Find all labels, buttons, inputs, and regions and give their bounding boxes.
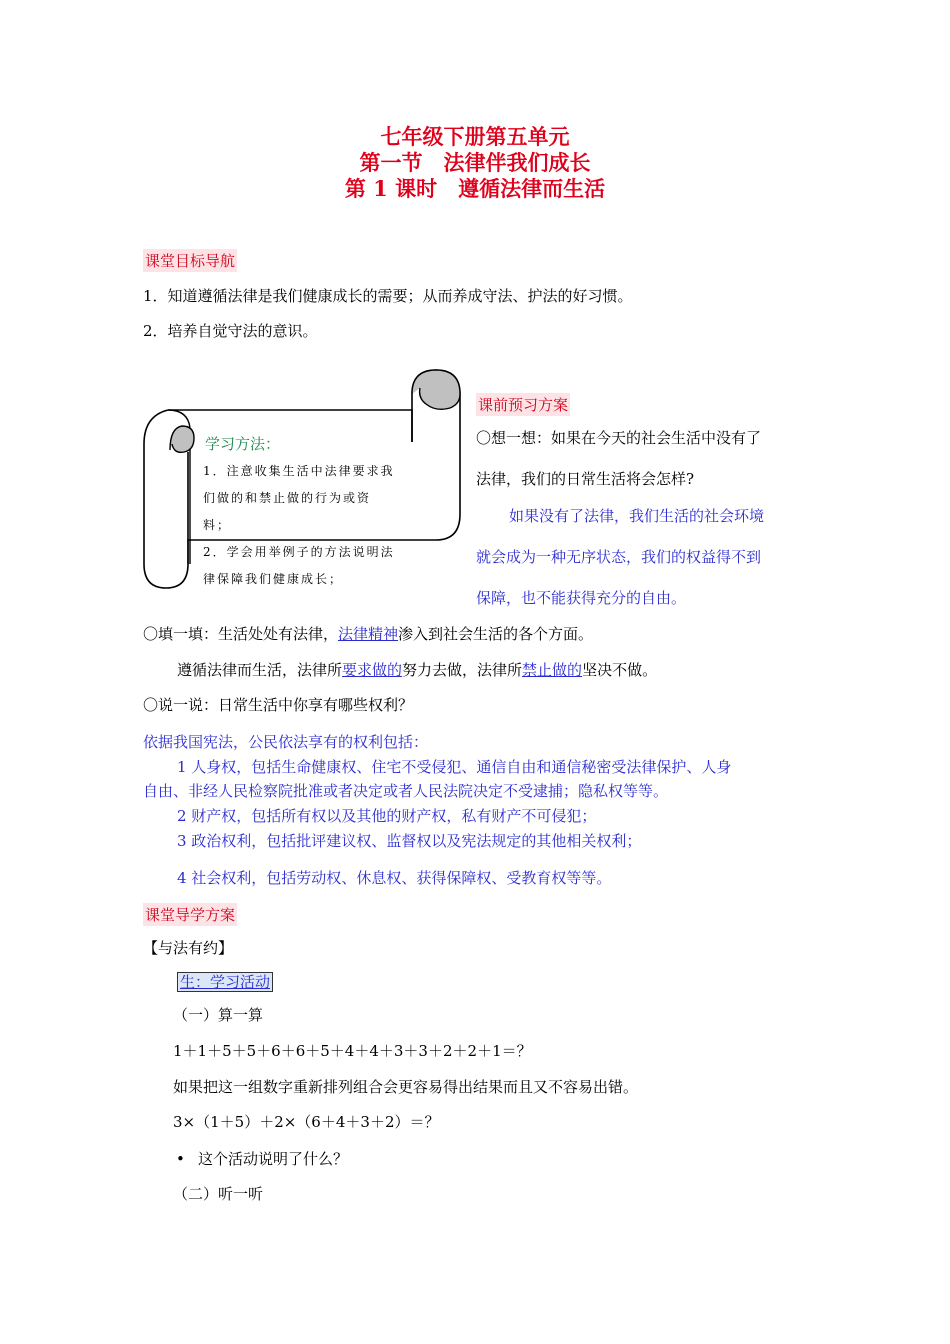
- section-heading-guide: 课堂导学方案: [143, 903, 237, 926]
- right-2: 2 财产权，包括所有权以及其他的财产权，私有财产不可侵犯；: [177, 807, 597, 825]
- answer-line-1: 如果没有了法律，我们生活的社会环境: [509, 507, 765, 525]
- think-line-2: 法律，我们的日常生活将会怎样?: [476, 470, 695, 488]
- bullet-item: [176, 1149, 348, 1169]
- calc-2: 3×（1＋5）＋2×（6＋4＋3＋2）＝？: [173, 1113, 440, 1131]
- title-line-2: 第一节 法律伴我们成长: [359, 150, 591, 175]
- calc-1: 1＋1＋5＋5＋6＋6＋5＋4＋4＋3＋3＋2＋2＋1＝？: [173, 1042, 532, 1060]
- think-line-1: 〇想一想：如果在今天的社会生活中没有了: [476, 429, 762, 447]
- right-1-line-1: 1 人身权，包括生命健康权、住宅不受侵犯、通信自由和通信秘密受法律保护、人身: [177, 758, 732, 776]
- scroll-heading: 学习方法：: [205, 435, 281, 453]
- part-2-heading: （二）听一听: [173, 1185, 264, 1203]
- scroll-line-3: 料；: [203, 518, 232, 532]
- right-4: 4 社会权利，包括劳动权、休息权、获得保障权、受教育权等等。: [177, 869, 612, 887]
- fill-line2-b: 努力去做，法律所: [402, 661, 523, 679]
- bullet-question: 这个活动说明了什么？: [198, 1150, 349, 1168]
- title-line-3: 第 1 课时 遵循法律而生活: [344, 176, 606, 201]
- bullet-icon: •: [176, 1150, 185, 1168]
- activity-label-wrap: [177, 972, 273, 992]
- answer-line-2: 就会成为一种无序状态，我们的权益得不到: [476, 548, 762, 566]
- title-line-1: 七年级下册第五单元: [380, 124, 570, 149]
- section-heading-preview: 课前预习方案: [476, 393, 570, 416]
- scroll-line-5: 律保障我们健康成长；: [203, 572, 344, 586]
- fill-blank-1: 法律精神: [338, 625, 399, 643]
- scroll-line-2: 们做的和禁止做的行为或资: [203, 491, 372, 505]
- say-question: 〇说一说：日常生活中你享有哪些权利？: [143, 696, 414, 714]
- rights-intro: 依据我国宪法，公民依法享有的权利包括：: [143, 733, 429, 751]
- scroll-line-4: 2．学会用举例子的方法说明法: [203, 545, 395, 559]
- fill-blank-3: 禁止做的: [522, 661, 583, 679]
- fill-line-2: [177, 660, 657, 680]
- fill-prefix: 〇填一填：生活处处有法律，: [143, 625, 339, 643]
- scroll-line-1: 1．注意收集生活中法律要求我: [203, 464, 395, 478]
- activity-label: 生：学习活动: [177, 972, 273, 992]
- fill-line2-a: 遵循法律而生活，法律所: [177, 661, 343, 679]
- fill-line-1: [143, 624, 593, 644]
- fill-blank-2: 要求做的: [342, 661, 403, 679]
- answer-line-3: 保障，也不能获得充分的自由。: [476, 589, 687, 607]
- right-3: 3 政治权利，包括批评建议权、监督权以及宪法规定的其他相关权利；: [177, 832, 642, 850]
- goal-item-1: 1．知道遵循法律是我们健康成长的需要；从而养成守法、护法的好习惯。: [143, 287, 633, 305]
- part-1-heading: （一）算一算: [173, 1006, 264, 1024]
- fill-suffix-1: 渗入到社会生活的各个方面。: [398, 625, 594, 643]
- rearrange-text: 如果把这一组数字重新排列组合会更容易得出结果而且又不容易出错。: [173, 1078, 639, 1096]
- section-heading-goals: 课堂目标导航: [143, 249, 237, 272]
- bracket-heading: 【与法有约】: [143, 939, 234, 957]
- goal-item-2: 2．培养自觉守法的意识。: [143, 322, 318, 340]
- fill-line2-c: 坚决不做。: [582, 661, 658, 679]
- right-1-line-2: 自由、非经人民检察院批准或者决定或者人民法院决定不受逮捕；隐私权等等。: [143, 782, 669, 800]
